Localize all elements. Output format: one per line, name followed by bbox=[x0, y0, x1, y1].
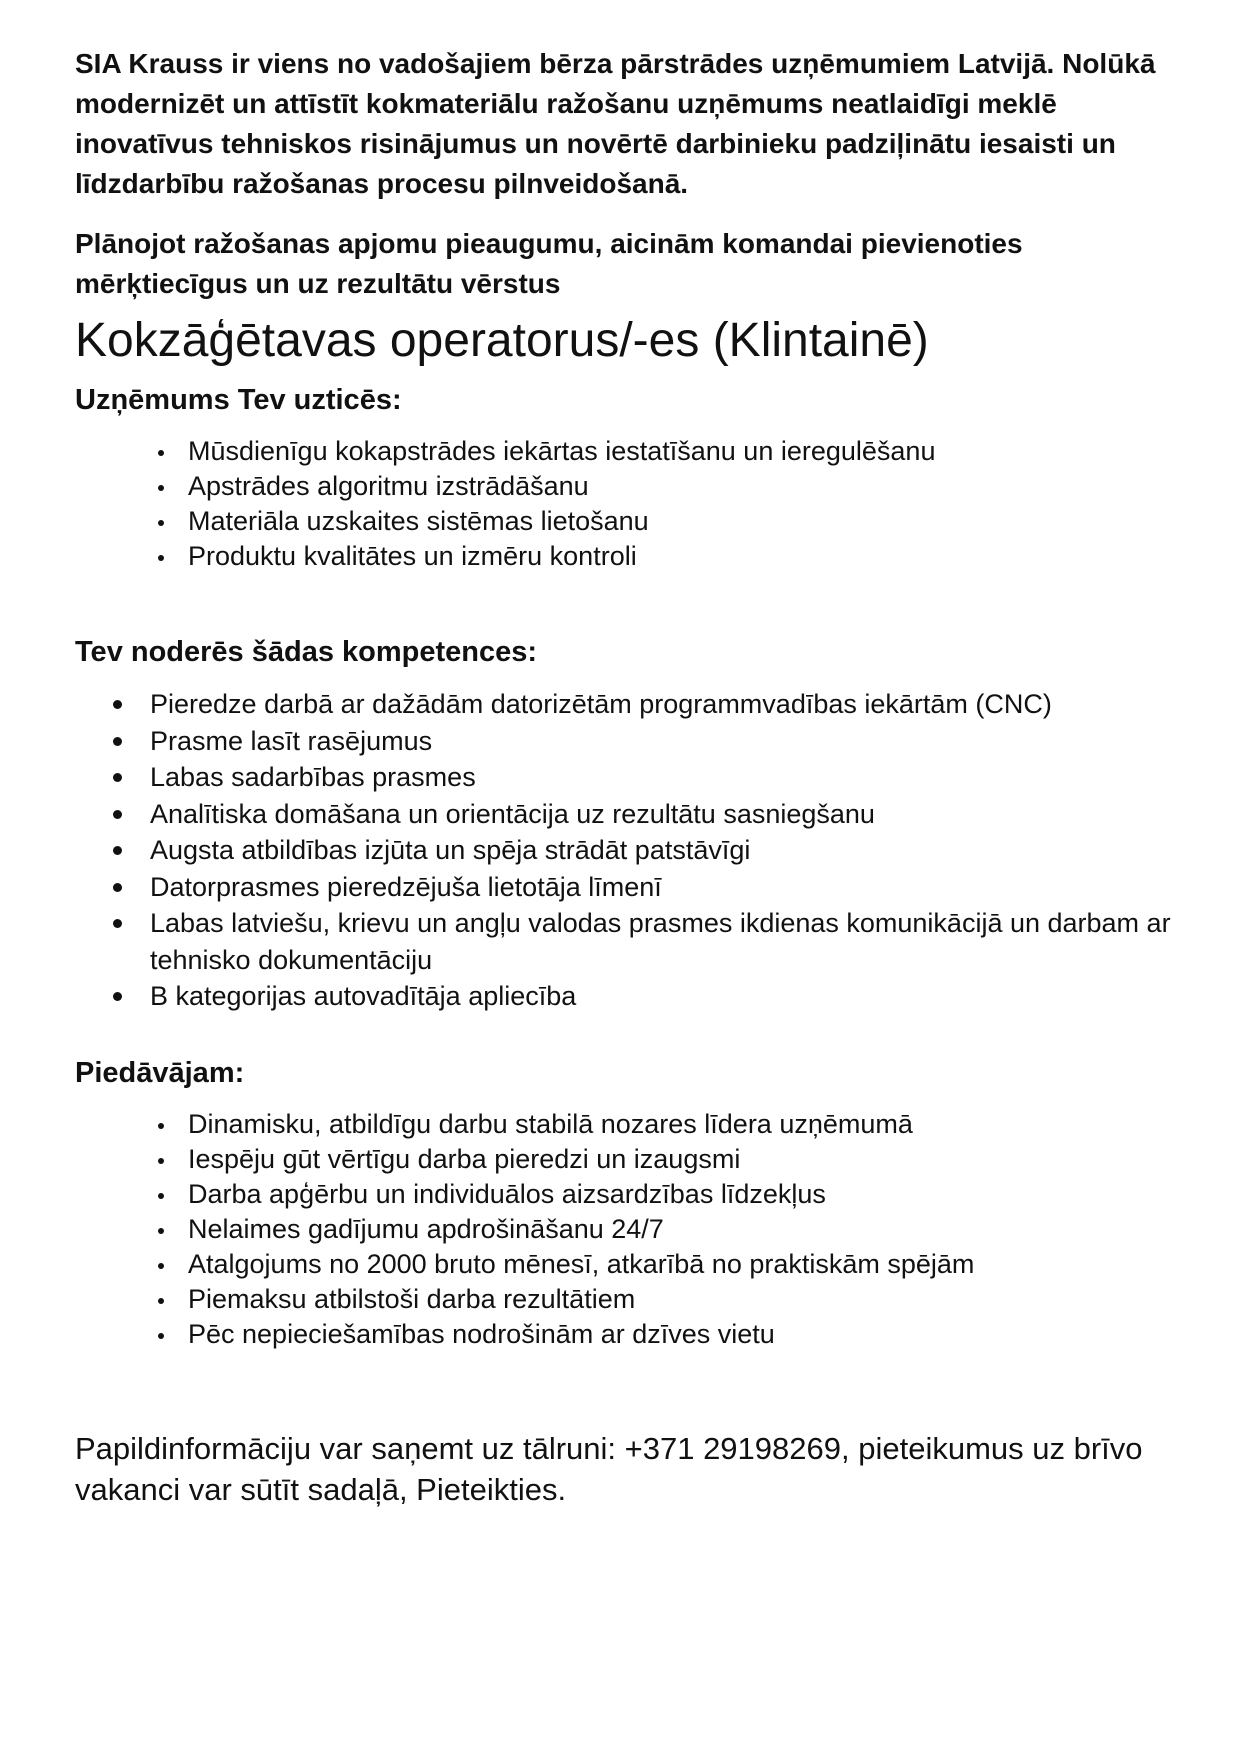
list-item: Atalgojums no 2000 bruto mēnesī, atkarībā no praktiskām spējām bbox=[75, 1247, 1185, 1282]
list-item: Labas latviešu, krievu un angļu valodas prasmes ikdienas komunikācijā un darbam ar tehnisko dokumentāciju bbox=[75, 905, 1185, 978]
list-item: Nelaimes gadījumu apdrošināšanu 24/7 bbox=[75, 1212, 1185, 1247]
list-item: Prasme lasīt rasējumus bbox=[75, 723, 1185, 760]
list-item: Analītiska domāšana un orientācija uz rezultātu sasniegšanu bbox=[75, 796, 1185, 833]
job-title: Kokzāģētavas operatorus/-es (Klintainē) bbox=[75, 314, 929, 367]
list-item: Mūsdienīgu kokapstrādes iekārtas iestatīšanu un ieregulēšanu bbox=[75, 434, 1185, 469]
list-item: B kategorijas autovadītāja apliecība bbox=[75, 978, 1185, 1015]
offer-list bbox=[75, 1107, 1185, 1352]
intro-paragraph: SIA Krauss ir viens no vadošajiem bērza pārstrādes uzņēmumiem Latvijā. Nolūkā modernizēt un attīstīt kokmateriālu ražošanu uzņēmums neatlaidīgi meklē inovatīvus tehniskos risinājumus un novērtē darbinieku padziļinātu iesaisti un līdzdarbību ražošanas procesu pilnveidošanā. bbox=[75, 48, 1156, 199]
list-item: Darba apģērbu un individuālos aizsardzības līdzekļus bbox=[75, 1177, 1185, 1212]
list-item: Augsta atbildības izjūta un spēja strādāt patstāvīgi bbox=[75, 832, 1185, 869]
job-posting bbox=[75, 44, 1185, 1510]
competences-list bbox=[75, 686, 1185, 1015]
list-item: Apstrādes algoritmu izstrādāšanu bbox=[75, 469, 1185, 504]
list-item: Dinamisku, atbildīgu darbu stabilā nozares līdera uzņēmumā bbox=[75, 1107, 1185, 1142]
list-item: Pēc nepieciešamības nodrošinām ar dzīves vietu bbox=[75, 1317, 1185, 1352]
list-item: Pieredze darbā ar dažādām datorizētām programmvadības iekārtām (CNC) bbox=[75, 686, 1185, 723]
list-item: Datorprasmes pieredzējuša lietotāja līmenī bbox=[75, 869, 1185, 906]
list-item: Iespēju gūt vērtīgu darba pieredzi un izaugsmi bbox=[75, 1142, 1185, 1177]
list-item: Labas sadarbības prasmes bbox=[75, 759, 1185, 796]
responsibilities-heading: Uzņēmums Tev uzticēs: bbox=[75, 384, 402, 416]
list-item: Materiāla uzskaites sistēmas lietošanu bbox=[75, 504, 1185, 539]
list-item: Piemaksu atbilstoši darba rezultātiem bbox=[75, 1282, 1185, 1317]
competences-heading: Tev noderēs šādas kompetences: bbox=[75, 636, 538, 668]
list-item: Produktu kvalitātes un izmēru kontroli bbox=[75, 539, 1185, 574]
responsibilities-list bbox=[75, 434, 1185, 574]
contact-info: Papildinformāciju var saņemt uz tālruni: +371 29198269, pieteikumus uz brīvo vakanci var sūtīt sadaļā, Pieteikties. bbox=[75, 1430, 1143, 1507]
offer-heading: Piedāvājam: bbox=[75, 1056, 245, 1089]
invitation-paragraph: Plānojot ražošanas apjomu pieaugumu, aicinām komandai pievienoties mērķtiecīgus un uz rezultātu vērstus bbox=[75, 228, 1023, 299]
